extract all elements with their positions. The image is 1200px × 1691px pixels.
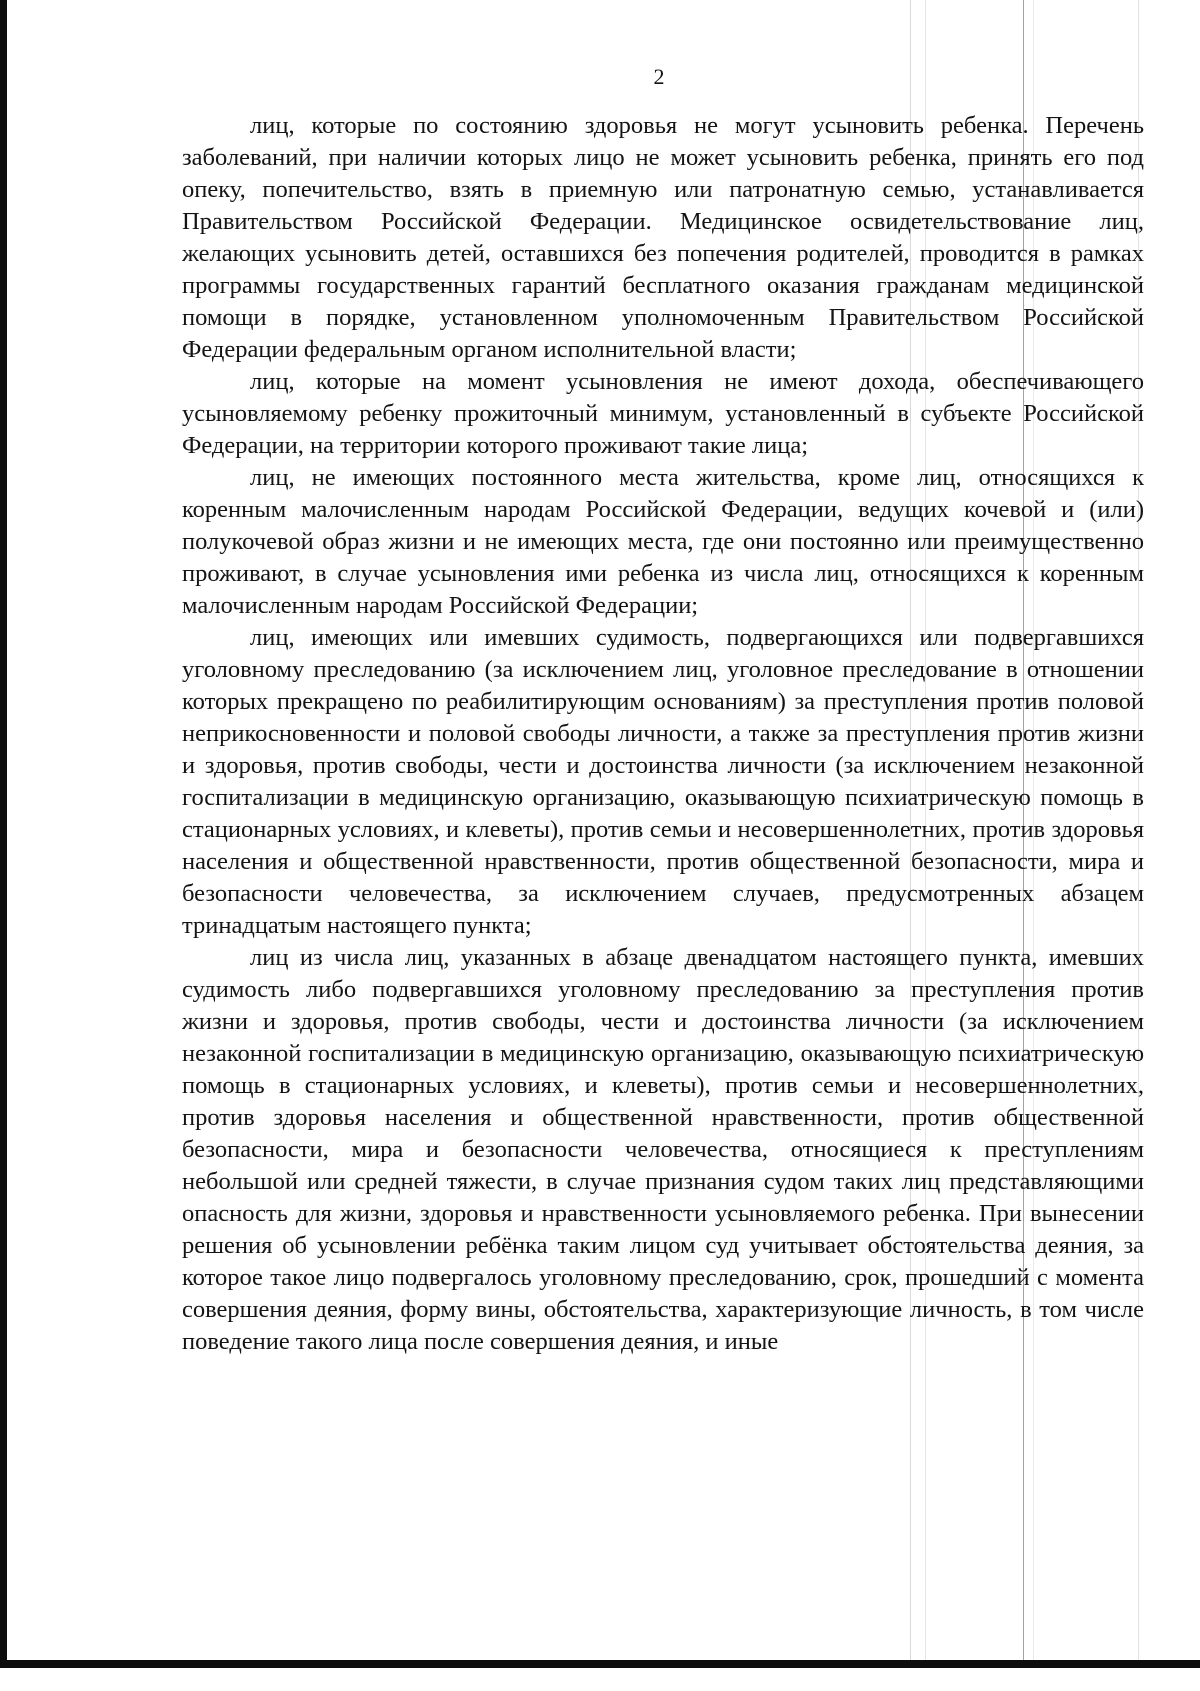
scan-border-left bbox=[0, 0, 7, 1668]
paragraph: лиц, которые на момент усыновления не имеют дохода, обеспечивающего усыновляемому ребенку прожиточный минимум, установленный в субъекте Российской Федерации, на территории которого проживают такие лица; bbox=[182, 368, 1144, 459]
paragraph: лиц из числа лиц, указанных в абзаце двенадцатом настоящего пункта, имевших судимость либо подвергавшихся уголовному преследованию за преступления против жизни и здоровья, против свободы, чести и достоинства личности (за исключением незаконной госпитализации в медицинскую организацию, оказывающую психиатрическую помощь в стационарных условиях, и клеветы), против семьи и несовершеннолетних, против здоровья населения и общественной нравственности, против общественной безопасности, мира и безопасности человечества, относящиеся к преступлениям небольшой или средней тяжести, в случае признания судом таких лиц представляющими опасность для жизни, здоровья и нравственности усыновляемого ребенка. При вынесении решения об усыновлении ребёнка таким лицом суд учитывает обстоятельства деяния, за которое такое лицо подвергалось уголовному преследованию, срок, прошедший с момента совершения деяния, форму вины, обстоятельства, характеризующие личность, в том числе поведение такого лица после совершения деяния, и иные bbox=[182, 944, 1144, 1355]
scan-border-bottom bbox=[0, 1660, 1200, 1668]
document-body bbox=[182, 110, 1144, 1358]
paragraph: лиц, не имеющих постоянного места жительства, кроме лиц, относящихся к коренным малочисленным народам Российской Федерации, ведущих кочевой и (или) полукочевой образ жизни и не имеющих места, где они постоянно или преимущественно проживают, в случае усыновления ими ребенка из числа лиц, относящихся к коренным малочисленным народам Российской Федерации; bbox=[182, 464, 1144, 619]
paragraph: лиц, которые по состоянию здоровья не могут усыновить ребенка. Перечень заболеваний, при наличии которых лицо не может усыновить ребенка, принять его под опеку, попечительство, взять в приемную или патронатную семью, устанавливается Правительством Российской Федерации. Медицинское освидетельствование лиц, желающих усыновить детей, оставшихся без попечения родителей, проводится в рамках программы государственных гарантий бесплатного оказания гражданам медицинской помощи в порядке, установленном уполномоченным Правительством Российской Федерации федеральным органом исполнительной власти; bbox=[182, 112, 1144, 363]
page-number: 2 bbox=[653, 64, 665, 89]
paragraph: лиц, имеющих или имевших судимость, подвергающихся или подвергавшихся уголовному преследованию (за исключением лиц, уголовное преследование в отношении которых прекращено по реабилитирующим основаниям) за преступления против половой неприкосновенности и половой свободы личности, а также за преступления против жизни и здоровья, против свободы, чести и достоинства личности (за исключением незаконной госпитализации в медицинскую организацию, оказывающую психиатрическую помощь в стационарных условиях, и клеветы), против семьи и несовершеннолетних, против здоровья населения и общественной нравственности, против общественной безопасности, мира и безопасности человечества, за исключением случаев, предусмотренных абзацем тринадцатым настоящего пункта; bbox=[182, 624, 1144, 939]
